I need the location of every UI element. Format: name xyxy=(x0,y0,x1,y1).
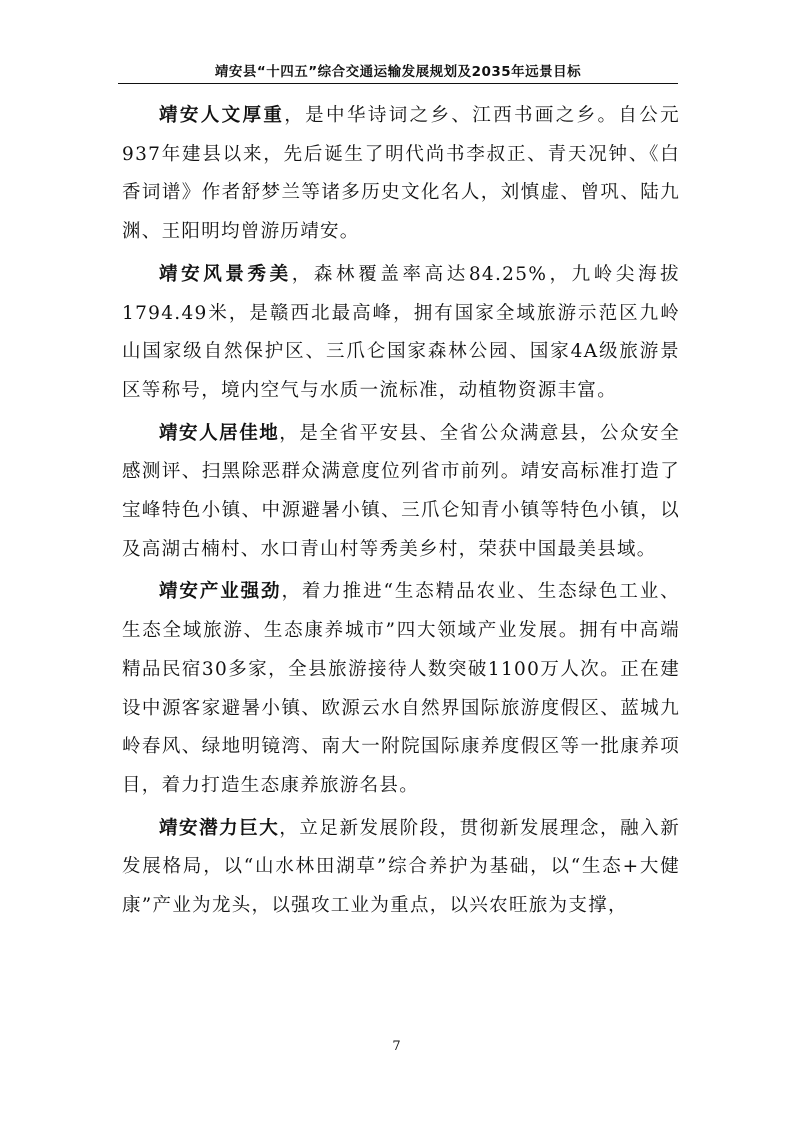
paragraph-culture xyxy=(122,97,680,252)
paragraph-text: ，是全省平安县、全省公众满意县，公众安全感测评、扫黑除恶群众满意度位列省市前列。靖安高标准打造了宝峰特色小镇、中源避暑小镇、三爪仑知青小镇等特色小镇，以及高湖古楠村、水口青山村等秀美乡村，荣获中国最美县域。 xyxy=(122,422,680,560)
running-header: 靖安县“十四五”综合交通运输发展规划及2035年远景目标 xyxy=(214,64,582,80)
paragraph-lead: 靖安人居佳地 xyxy=(159,422,280,444)
paragraph-lead: 靖安风景秀美 xyxy=(159,263,292,285)
paragraph-lead: 靖安潜力巨大 xyxy=(159,817,280,839)
paragraph-scenery xyxy=(122,256,680,411)
paragraph-lead: 靖安产业强劲 xyxy=(159,581,282,603)
paragraph-text: ，立足新发展阶段，贯彻新发展理念，融入新发展格局，以“山水林田湖草”综合养护为基础，以“生态+大健康”产业为龙头，以强攻工业为重点，以兴农旺旅为支撑， xyxy=(122,817,680,917)
paragraph-text: ，着力推进“生态精品农业、生态绿色工业、生态全域旅游、生态康养城市”四大领域产业发展。拥有中高端精品民宿30多家，全县旅游接待人数突破1100万人次。正在建设中源客家避暑小镇、欧源云水自然界国际旅游度假区、蓝城九岭春风、绿地明镜湾、南大一附院国际康养度假区等一批康养项目，着力打造生态康养旅游名县。 xyxy=(122,581,680,796)
paragraph-text: ，是中华诗词之乡、江西书画之乡。自公元937年建县以来，先后诞生了明代尚书李叔正、青天况钟、《白香词谱》作者舒梦兰等诸多历史文化名人，刘慎虚、曾巩、陆九渊、王阳明均曾游历靖安。 xyxy=(122,105,680,243)
paragraph-lead: 靖安人文厚重 xyxy=(159,105,285,126)
page-number: 7 xyxy=(392,1039,401,1054)
header-rule xyxy=(118,83,678,84)
paragraph-living xyxy=(122,415,680,570)
body-text xyxy=(122,97,680,930)
paragraph-industry xyxy=(122,573,680,805)
paragraph-potential xyxy=(122,810,680,926)
paragraph-text: ，森林覆盖率高达84.25%，九岭尖海拔1794.49米，是赣西北最高峰，拥有国家全域旅游示范区九岭山国家级自然保护区、三爪仑国家森林公园、国家4A级旅游景区等称号，境内空气与水质一流标准，动植物资源丰富。 xyxy=(122,263,680,401)
